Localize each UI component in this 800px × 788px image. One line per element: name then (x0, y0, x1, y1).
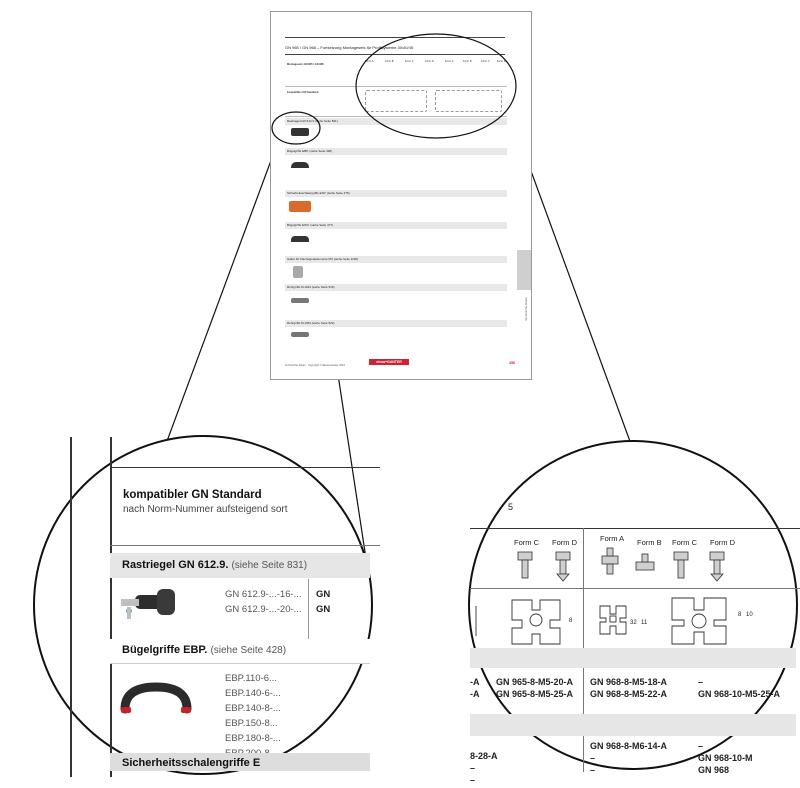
section-title-rastriegel-text: Rastriegel GN 612.9. (122, 559, 229, 571)
row-divider (110, 663, 370, 664)
highlight-ellipse-right (356, 34, 516, 138)
form-label-d-2: Form D (710, 538, 735, 547)
highlight-ellipse-left (272, 112, 320, 144)
row1-right-1: GN 968-8-M5-18-A (590, 677, 668, 687)
handle-code-4: EBP.150-8... (225, 718, 278, 729)
dim-label-1: 8 (569, 618, 573, 624)
handle-code-3: EBP.140-8-... (225, 703, 281, 714)
latch-product-image (117, 585, 187, 625)
row2-far-2: GN 968-10-M (698, 753, 753, 763)
thumb-form-1: Form A (365, 60, 374, 63)
latch-code-1: GN 612.9-...-16-... (225, 589, 302, 600)
thumb-std-label: kompatibler GN Standard (287, 91, 319, 94)
dim-label-5: 10 (746, 612, 753, 618)
row2-far-1: – (698, 741, 704, 751)
handle-code-5: EBP.180-8-... (225, 733, 281, 744)
thumb-form-7: Form C (481, 60, 490, 63)
thumb-form-8: Form D (497, 60, 506, 63)
section-ref-buegelgriffe: (siehe Seite 428) (210, 645, 287, 656)
handle-code-2: EBP.140-6-... (225, 688, 281, 699)
thumb-section-4: Bügelgriffe EWV. (siehe Seite 477) (285, 222, 507, 229)
latch-code-2: GN 612.9-...-20-... (225, 604, 302, 615)
form-label-c-1: Form C (514, 538, 539, 547)
section-ref-rastriegel: (siehe Seite 831) (231, 560, 308, 571)
form-label-d-1: Form D (552, 538, 577, 547)
row1-mid-1: GN 965-8-M5-20-A (496, 677, 574, 687)
row1-left-1: -A (470, 677, 480, 687)
form-label-c-2: Form C (672, 538, 697, 547)
corner-text: 5 (508, 502, 514, 512)
standard-header-subtitle: nach Norm-Nummer aufsteigend sort (123, 504, 288, 515)
row1-right-2: GN 968-8-M5-22-A (590, 689, 668, 699)
form-label-b: Form B (637, 538, 662, 547)
row2-right-1: GN 968-8-M6-14-A (590, 741, 668, 751)
section-title-sicherheit (122, 757, 260, 769)
row2-left-3: – (470, 775, 476, 785)
row1-far-2: GN 968-10-M5-25-A (698, 689, 781, 699)
thumb-form-6: Form B (463, 60, 472, 63)
row2-right-3: – (590, 765, 596, 775)
fastener-drawings (510, 548, 750, 584)
form-label-a: Form A (600, 534, 625, 543)
dim-label-4: 8 (738, 612, 742, 618)
thumb-page-number: 456 (509, 361, 515, 365)
thumb-form-4: Form D (425, 60, 434, 63)
section-title-buegelgriffe (122, 644, 286, 656)
bow-handle-product-image (119, 679, 193, 715)
section-gray-bar-2 (470, 714, 796, 736)
thumb-footer: Technische Daten · Copyright © Elesa+Ganter 2024 (285, 363, 345, 367)
row2-left-1: 8-28-A (470, 751, 498, 761)
zoom-lens-right (468, 440, 798, 785)
thumb-section-1: Rastriegel GN 612.9 (siehe Seite 831) (285, 118, 507, 125)
dim-label-3: 11 (641, 620, 648, 626)
row2-right-2: – (590, 753, 596, 763)
row1-left-2: -A (470, 689, 480, 699)
thumb-form-5: Form A (445, 60, 454, 63)
section-title-sicherheit-text: Sicherheitsschalengriffe E (122, 757, 261, 769)
section-title-rastriegel (122, 559, 307, 571)
table-top-border (110, 467, 380, 468)
thumbnail-title: GN 965 / GN 968 – Fortsetzung Montagesets für Profilsysteme 30/40/45 (285, 45, 414, 50)
standard-header-title: kompatibler GN Standard (123, 489, 262, 501)
latch-part-1: GN (316, 589, 331, 600)
thumb-header-label: Montagesets GN 965 / GN 968 (287, 63, 324, 66)
thumb-form-2: Form B (385, 60, 394, 63)
row1-far-1: – (698, 677, 704, 687)
thumb-logo: elesa+GANTER (369, 359, 409, 365)
row2-far-3: GN 968 (698, 765, 730, 775)
thumb-section-3: Sicherheitsschalengriffe ESP. (siehe Seite 475) (285, 190, 507, 197)
row2-left-2: – (470, 763, 476, 773)
handle-code-1: EBP.110-6... (225, 673, 277, 684)
latch-part-2: GN (316, 604, 331, 615)
section-title-buegelgriffe-text: Bügelgriffe EBP. (122, 644, 208, 656)
table-top-border (470, 528, 800, 529)
page-edge-line (70, 437, 72, 777)
table-left-border (110, 437, 112, 777)
thumb-section-2: Bügelgriffe EBP. (siehe Seite 428) (285, 148, 507, 155)
section-gray-bar-1 (470, 648, 796, 668)
zoom-lens-left (33, 435, 373, 775)
thumb-side-label: Technische Daten (524, 297, 528, 321)
column-divider (308, 579, 309, 639)
thumb-section-5: Halter für Flachsignalelemente PFI (siehe Seite 1190) (285, 256, 507, 263)
row-divider (470, 588, 800, 589)
thumb-form-3: Form C (405, 60, 414, 63)
thumb-section-7: Rohrgriffe M.1053 (siehe Seite 522) (285, 320, 507, 327)
dim-label-2: 32 (630, 620, 637, 626)
row1-mid-2: GN 965-8-M5-25-A (496, 689, 574, 699)
row-divider (110, 545, 380, 546)
thumb-section-6: Rohrgriffe M.1043 (siehe Seite 518) (285, 284, 507, 291)
